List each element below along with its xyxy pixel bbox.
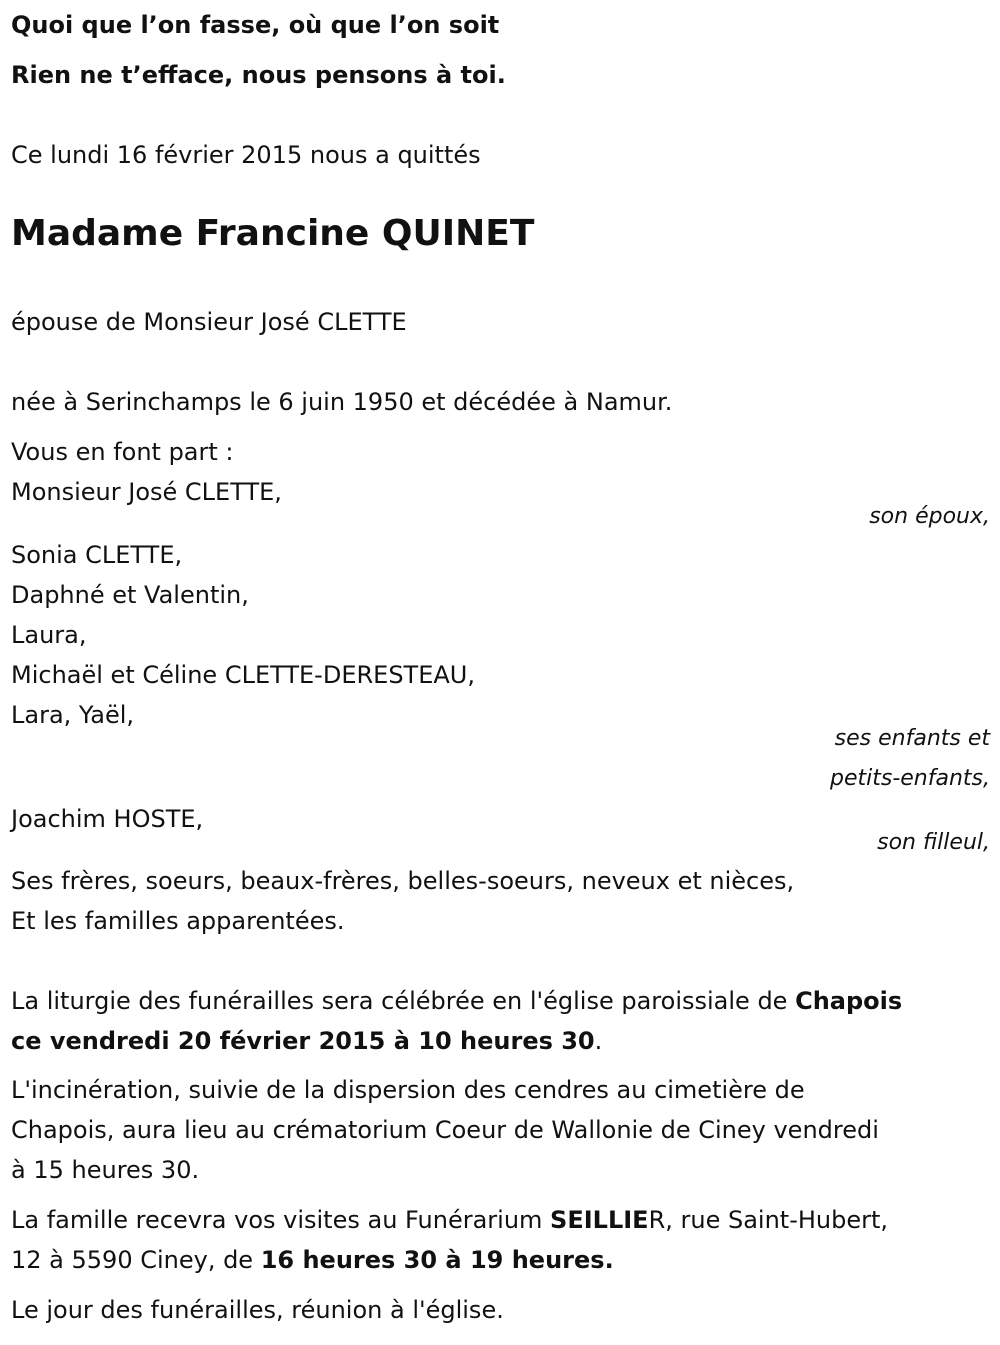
- birth-death-line: née à Serinchamps le 6 juin 1950 et décédée à Namur.: [11, 388, 673, 416]
- cremation-line-1: L'incinération, suivie de la dispersion des cendres au cimetière de: [11, 1076, 805, 1104]
- liturgy-line-2: [11, 1026, 602, 1056]
- visit-hours: 16 heures 30 à 19 heures.: [260, 1246, 614, 1274]
- godson-role: son filleul,: [877, 830, 990, 855]
- visits-line-2: [11, 1245, 614, 1275]
- spouse-name: Monsieur José CLETTE,: [11, 478, 282, 506]
- children-role-1: ses enfants et: [834, 726, 990, 751]
- spouse-line: épouse de Monsieur José CLETTE: [11, 308, 407, 336]
- funerarium-name-bold: SEILLIE: [550, 1206, 649, 1234]
- cremation-line-3: à 15 heures 30.: [11, 1156, 200, 1184]
- spouse-role: son époux,: [869, 504, 990, 529]
- liturgy-place: Chapois: [795, 987, 903, 1015]
- liturgy-text: La liturgie des funérailles sera célébrée en l'église paroissiale de: [11, 987, 796, 1015]
- children-role-2: petits-enfants,: [830, 766, 990, 791]
- families-line: Et les familles apparentées.: [11, 907, 345, 935]
- visits-text: La famille recevra vos visites au Funérarium: [11, 1206, 551, 1234]
- deceased-name: Madame Francine QUINET: [11, 213, 535, 254]
- visits-address: 12 à 5590 Ciney, de: [11, 1246, 261, 1274]
- liturgy-end: .: [594, 1027, 603, 1055]
- funerarium-address: R, rue Saint-Hubert,: [648, 1206, 889, 1234]
- liturgy-line-1: [11, 986, 902, 1016]
- child-line: Laura,: [11, 621, 87, 649]
- siblings-line: Ses frères, soeurs, beaux-frères, belles-soeurs, neveux et nièces,: [11, 867, 795, 895]
- visits-line-1: [11, 1205, 888, 1235]
- child-line: Lara, Yaël,: [11, 701, 135, 729]
- child-line: Michaël et Céline CLETTE-DERESTEAU,: [11, 661, 475, 689]
- child-line: Sonia CLETTE,: [11, 541, 183, 569]
- poem-line-2: Rien ne t’efface, nous pensons à toi.: [11, 61, 506, 89]
- poem-line-1: Quoi que l’on fasse, où que l’on soit: [11, 11, 500, 39]
- intro-text: Ce lundi 16 février 2015 nous a quittés: [11, 141, 481, 169]
- meeting-line: Le jour des funérailles, réunion à l'église.: [11, 1296, 504, 1324]
- cremation-line-2: Chapois, aura lieu au crématorium Coeur de Wallonie de Ciney vendredi: [11, 1116, 879, 1144]
- liturgy-date: ce vendredi 20 février 2015 à 10 heures 30: [11, 1027, 595, 1055]
- announcement-header: Vous en font part :: [11, 438, 234, 466]
- godson-name: Joachim HOSTE,: [11, 805, 204, 833]
- child-line: Daphné et Valentin,: [11, 581, 249, 609]
